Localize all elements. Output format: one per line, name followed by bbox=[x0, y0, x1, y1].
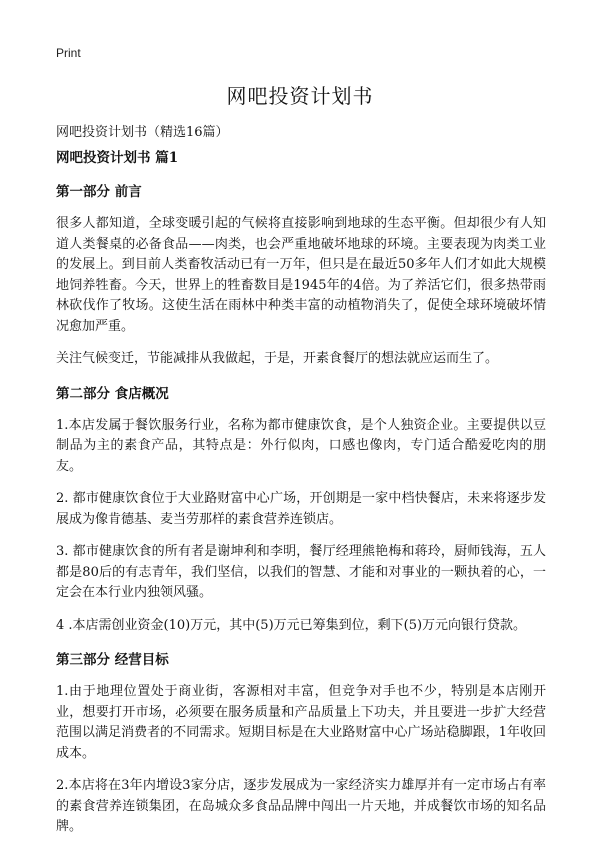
article-title: 网吧投资计划书 篇1 bbox=[56, 150, 179, 166]
section-heading: 第三部分 经营目标 bbox=[56, 652, 169, 668]
paragraph: 关注气候变迁，节能减排从我做起，于是，开素食餐厅的想法就应运而生了。 bbox=[56, 351, 499, 366]
paragraph: 很多人都知道，全球变暖引起的气候将直接影响到地球的生态平衡。但却很少有人知道人类餐桌的必备食品——肉类，也会严重地破坏地球的环境。主要表现为肉类工业的发展上。到目前人类畜牧活动已有一万年，但只是在最近50多年人们才如此大规模地饲养牲畜。今天，世界上的牲畜数目是1945年的4倍。为了养活它们，很多热带雨林砍伐作了牧场。这使生活在雨林中种类丰富的动植物消失了，促使全球环境破坏情况愈加严重。 bbox=[56, 216, 546, 334]
section-goals bbox=[56, 650, 546, 838]
paragraph: 4 .本店需创业资金(10)万元，其中(5)万元已筹集到位，剩下(5)万元向银行贷款。 bbox=[56, 617, 527, 633]
section-overview bbox=[56, 384, 546, 637]
document-subtitle: 网吧投资计划书（精选16篇） bbox=[56, 125, 229, 140]
print-link[interactable]: Print bbox=[56, 46, 81, 60]
article-body bbox=[56, 148, 546, 850]
section-heading: 第二部分 食店概况 bbox=[56, 385, 169, 402]
section-heading: 第一部分 前言 bbox=[56, 184, 142, 200]
paragraph: 1.由于地理位置处于商业街，客源相对丰富，但竞争对手也不少，特别是本店刚开业，想要打开市场，必须要在服务质量和产品质量上下功夫，并且要进一步扩大经营范围以满足消费者的不同需求。短期目标是在大业路财富中心广场站稳脚跟，1年收回成本。 bbox=[56, 684, 546, 761]
paragraph: 2. 都市健康饮食位于大业路财富中心广场，开创期是一家中档快餐店，未来将逐步发展成为像肯德基、麦当劳那样的素食营养连锁店。 bbox=[56, 491, 546, 527]
document-title: 网吧投资计划书 bbox=[226, 84, 374, 108]
paragraph: 3. 都市健康饮食的所有者是谢坤利和李明，餐厅经理熊艳梅和蒋玲，厨师钱海，五人都是80后的有志青年，我们坚信，以我们的智慧、才能和对事业的一颗执着的心，一定会在本行业内独领风骚。 bbox=[56, 544, 546, 600]
paragraph: 1.本店发属于餐饮服务行业，名称为都市健康饮食，是个人独资企业。主要提供以豆制品为主的素食产品，其特点是：外行似肉，口感也像肉，专门适合酷爱吃肉的朋友。 bbox=[56, 417, 546, 474]
section-preface bbox=[56, 182, 546, 370]
paragraph: 2.本店将在3年内增设3家分店，逐步发展成为一家经济实力雄厚并有一定市场占有率的素食营养连锁集团，在岛城众多食品品牌中闯出一片天地，并成餐饮市场的知名品牌。 bbox=[56, 778, 546, 834]
